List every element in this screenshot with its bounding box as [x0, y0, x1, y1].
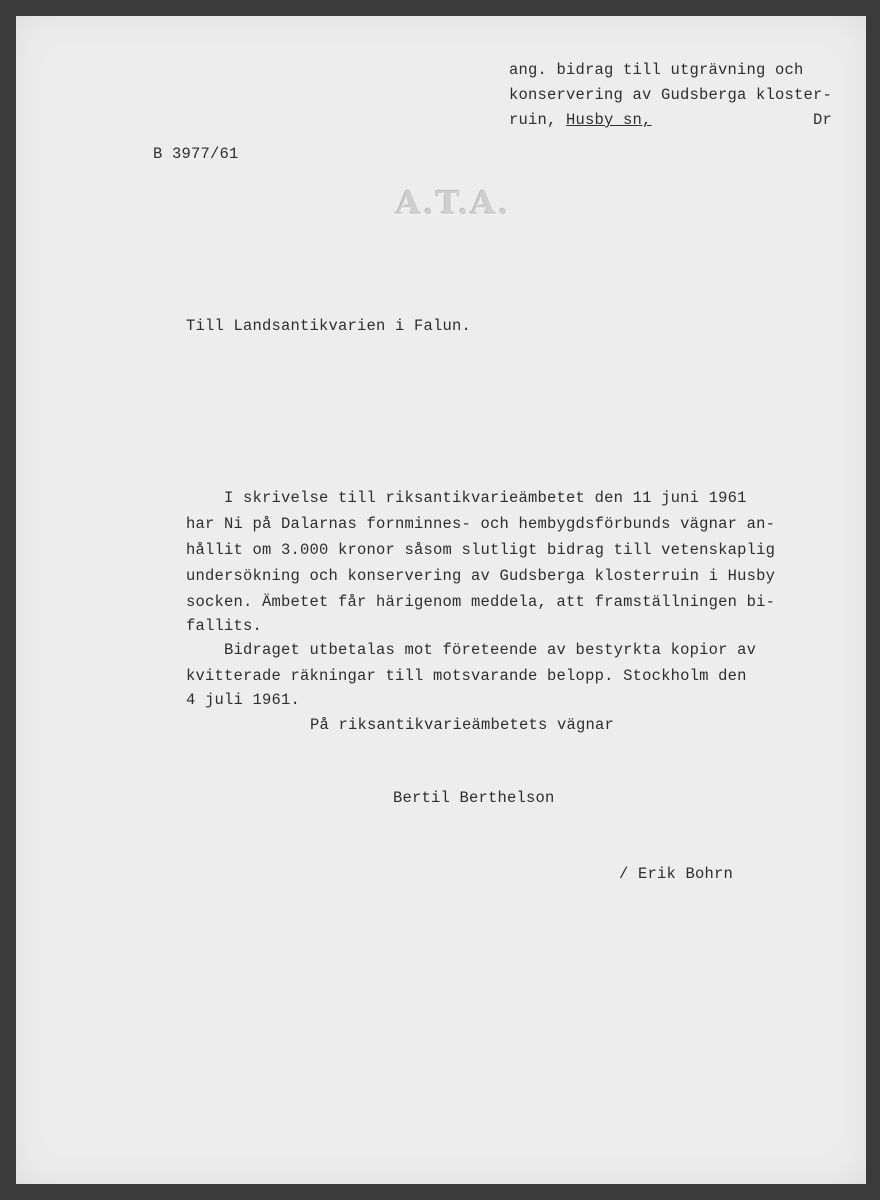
- body-line: Bidraget utbetalas mot företeende av bestyrkta kopior av: [186, 641, 757, 659]
- body-line: kvitterade räkningar till motsvarande belopp. Stockholm den: [186, 667, 747, 685]
- parish-name: Husby sn,: [566, 111, 652, 129]
- body-line: undersökning och konservering av Gudsberga klosterruin i Husby: [186, 567, 776, 585]
- reference-number: B 3977/61: [153, 145, 239, 163]
- body-line: hållit om 3.000 kronor såsom slutligt bidrag till vetenskaplig: [186, 541, 776, 559]
- registry-mark: Dr: [813, 111, 833, 129]
- body-line: 4 juli 1961.: [186, 691, 301, 709]
- subject-line-3: [509, 108, 652, 133]
- subject-line-2: konservering av Gudsberga kloster-: [509, 86, 833, 104]
- archive-stamp: A.T.A.: [396, 184, 511, 222]
- addressee: Till Landsantikvarien i Falun.: [186, 317, 472, 335]
- subject-line-1: ang. bidrag till utgrävning och: [509, 61, 804, 79]
- subject-prefix: ruin,: [509, 111, 567, 129]
- signatory-name: Bertil Berthelson: [393, 789, 555, 807]
- closing-phrase: På riksantikvarieämbetets vägnar: [310, 716, 615, 734]
- countersignature: / Erik Bohrn: [619, 865, 734, 883]
- body-line: fallits.: [186, 617, 263, 635]
- body-line: I skrivelse till riksantikvarieämbetet den 11 juni 1961: [186, 489, 747, 507]
- body-line: socken. Ämbetet får härigenom meddela, att framställningen bi-: [186, 593, 776, 611]
- document-page: [16, 16, 866, 1184]
- body-line: har Ni på Dalarnas fornminnes- och hembygdsförbunds vägnar an-: [186, 515, 776, 533]
